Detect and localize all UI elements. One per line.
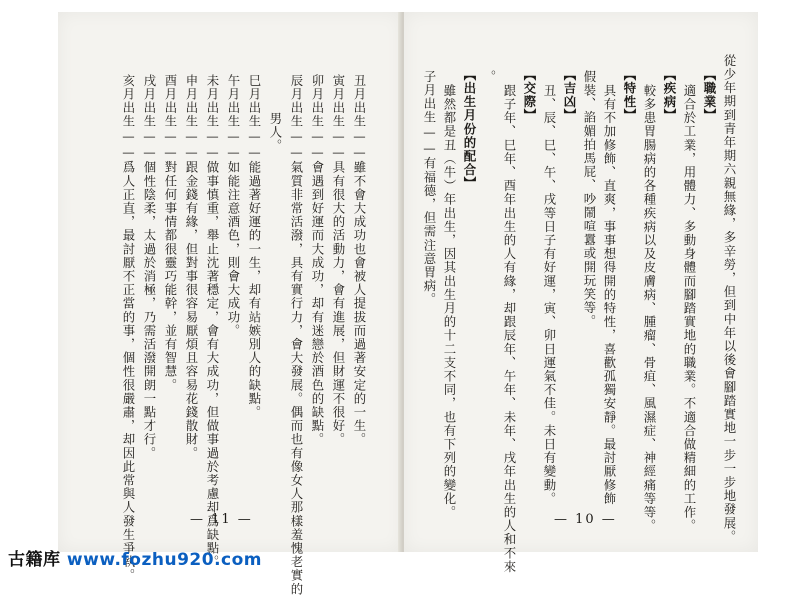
right-line-disease: 較多患胃腸病的各種疾病以及皮膚病、腫瘤、骨疽、風濕症、神經痛等等。 — [642, 84, 657, 533]
left-line-4: 辰月出生——氣質非常活潑，具有實行力，會大發展。偶而也有像女人那樣羞愧老實的 — [289, 74, 304, 596]
page-number: — 11 — — [190, 512, 253, 527]
right-line-1: 從少年期到青年期六親無緣，多辛勞，但到中年以後會腳踏實地一步一步地發展。 — [722, 54, 737, 544]
right-line-birth-month: 雖然都是丑（牛）年出生，因其出生月的十二支不同，也有下列的變化。 — [442, 84, 457, 520]
section-heading-social: 【交際】 — [522, 68, 537, 123]
page-number: — 10 — — [554, 512, 617, 527]
section-heading-birth-month: 【出生月份的配合】 — [462, 68, 477, 191]
left-line-11: 戌月出生——個性陰柔，太過於消極，乃需活潑開朗一點才行。 — [142, 74, 157, 460]
right-page — [404, 12, 758, 574]
left-line-8: 未月出生——做事慎重，舉止沈著穩定，會有大成功，但做事過於考慮却爲缺點。 — [205, 74, 220, 569]
left-line-12: 亥月出生——爲人正直，最討厭不正當的事，個性很嚴肅，却因此常與人發生爭執。 — [121, 74, 136, 583]
left-line-1: 丑月出生——雖不會大成功也會被人提拔而過著安定的一生。 — [352, 74, 367, 447]
section-heading-disease: 【疾病】 — [662, 68, 677, 123]
right-line-social-1: 跟子年、巳年、酉年出生的人有緣，却跟辰年、午年、未年、戌年出生的人和不來 — [502, 84, 517, 574]
site-name: 古籍库 — [8, 550, 61, 570]
right-line-career: 適合於工業，用體力、多動身體而腳踏實地的職業。不適合做精細的工作。 — [682, 84, 697, 533]
left-line-2: 寅月出生——具有很大的活動力，會有進展，但財運不很好。 — [331, 74, 346, 447]
left-line-7: 午月出生——如能注意酒色，則會大成功。 — [226, 74, 241, 338]
right-line-zi-month: 子月出生——有福德，但需注意胃病。 — [422, 70, 437, 307]
right-line-social-2: 。 — [482, 70, 497, 84]
right-line-traits-2: 假裝、諂媚拍馬屁、吵鬧喧囂或開玩笑等。 — [582, 70, 597, 329]
right-line-traits-1: 具有不加修飾、直爽，事事想得開的特性，喜歡孤獨安靜。最討厭修飾 — [602, 84, 617, 506]
site-watermark — [8, 545, 262, 570]
left-line-5: 男人。 — [268, 112, 283, 153]
right-line-fortune: 丑、辰、巳、午、戌等日子有好運，寅、卯日運氣不佳。未日有變動。 — [542, 84, 557, 506]
section-heading-fortune: 【吉凶】 — [562, 68, 577, 123]
section-heading-career: 【職業】 — [702, 68, 717, 123]
left-line-6: 巳月出生——能過著好運的一生，却有站嫉別人的缺點。 — [247, 74, 262, 420]
left-line-10: 酉月出生——對任何事情都很靈巧能幹，並有智慧。 — [163, 74, 178, 392]
section-heading-traits: 【特性】 — [622, 68, 637, 123]
left-line-9: 申月出生——跟金錢有緣，但對事很容易厭煩且容易花錢散財。 — [184, 74, 199, 460]
site-url[interactable]: www.fozhu920.com — [66, 550, 262, 570]
left-line-3: 卯月出生——會遇到好運而大成功，却有迷戀於酒色的缺點。 — [310, 74, 325, 447]
